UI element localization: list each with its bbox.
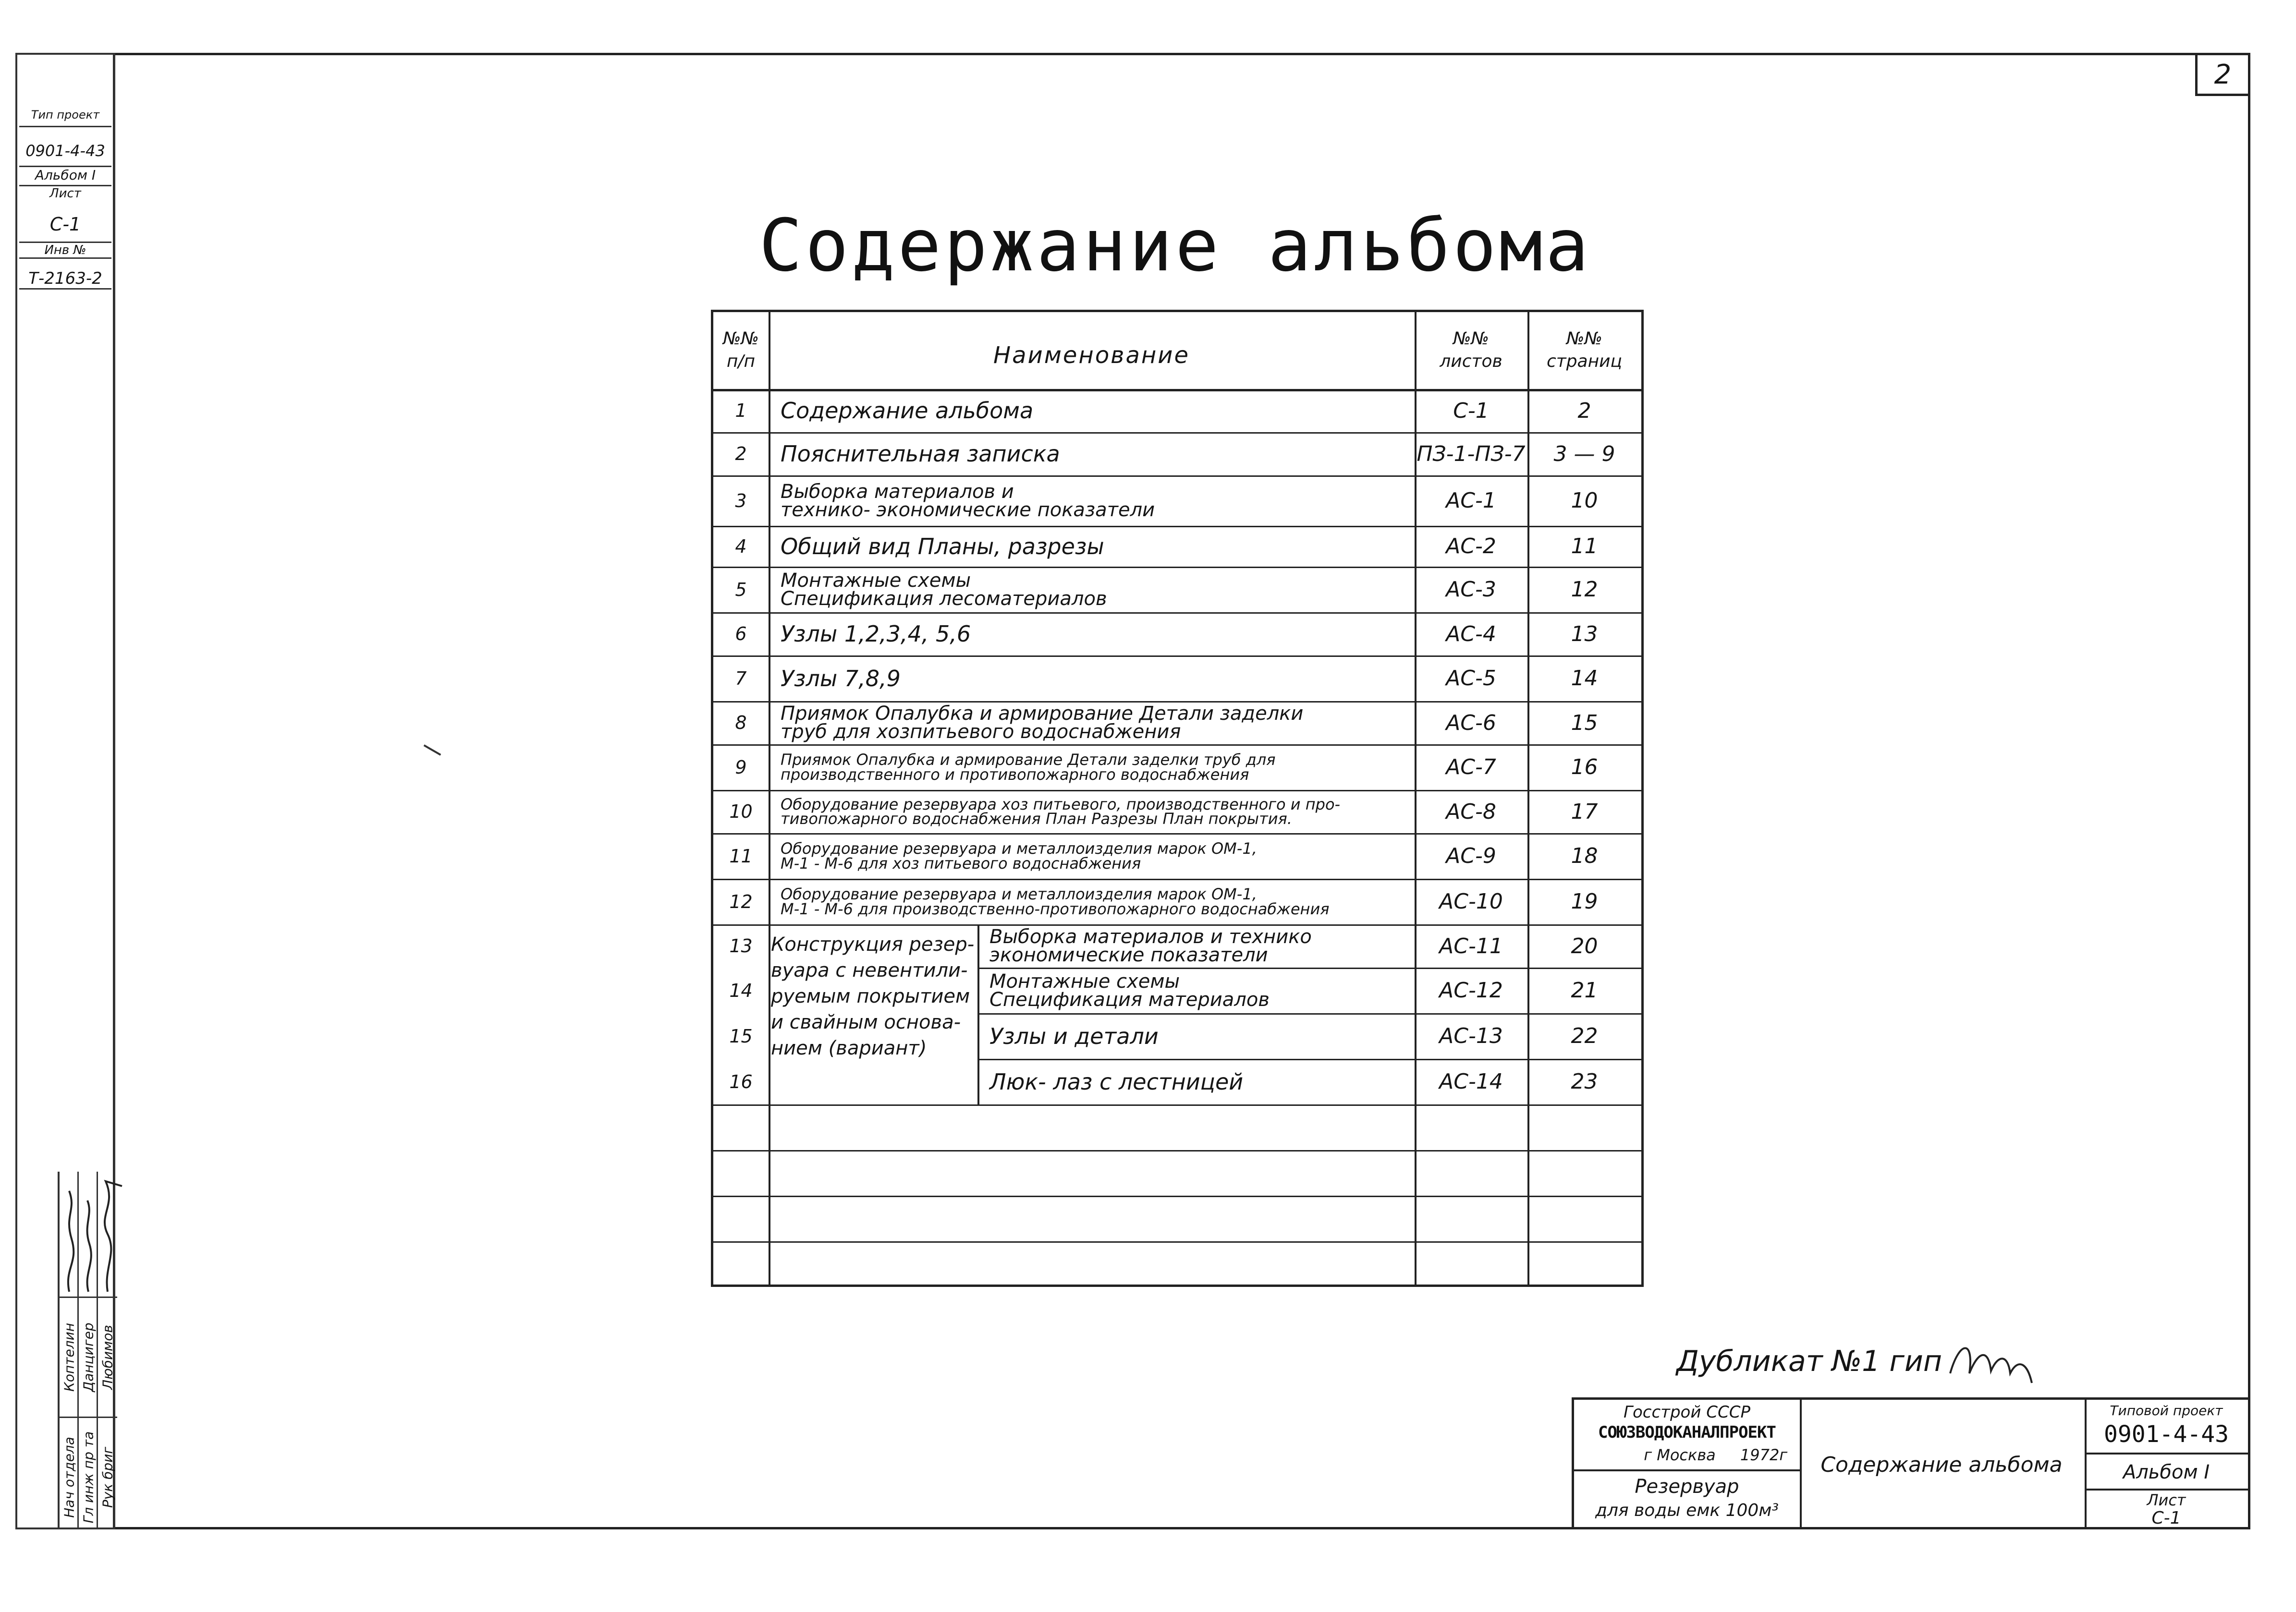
- row-page: 3 — 9: [1553, 441, 1615, 466]
- row-page: 11: [1571, 534, 1598, 558]
- left-stamp-album: Альбом I: [19, 166, 111, 183]
- row-separator: [713, 1150, 1641, 1151]
- row-page: 12: [1571, 577, 1598, 602]
- row-page: 15: [1571, 710, 1598, 735]
- row-sheet: С-1: [1453, 398, 1489, 423]
- title-block-sheet: С-1: [2151, 1508, 2181, 1528]
- row-number: 7: [735, 667, 747, 689]
- row-sheet: АС-3: [1446, 577, 1496, 602]
- left-stamp-label-inv: Инв №: [19, 242, 111, 259]
- row-number: 16: [729, 1071, 753, 1092]
- row-number: 6: [735, 623, 747, 644]
- contents-table: [711, 310, 1644, 1287]
- row-page: 16: [1571, 755, 1598, 779]
- row-sheet: АС-14: [1439, 1069, 1503, 1094]
- row-title: Выборка материалов и технико- экономические показатели: [781, 480, 1155, 521]
- row-number: 2: [735, 443, 747, 464]
- row-sheet: ПЗ-1-ПЗ-7: [1417, 441, 1526, 466]
- row-title: Узлы и детали: [989, 1023, 1159, 1049]
- duplicate-note-text: Дубликат №1 гип: [1676, 1345, 1942, 1378]
- row-page: 17: [1571, 799, 1598, 824]
- title-block-album: Альбом I: [2123, 1461, 2210, 1483]
- row-sheet: АС-1: [1446, 488, 1496, 513]
- row-title: Монтажные схемы Спецификация лесоматериалов: [781, 569, 1107, 610]
- signature-name-3: Любимов: [99, 1325, 116, 1390]
- sheet-number-box: [2195, 53, 2250, 96]
- row-sheet: АС-13: [1439, 1024, 1503, 1048]
- row-title: Общий вид Планы, разрезы: [781, 533, 1104, 559]
- title-block-label-project: Типовой проект: [2110, 1403, 2223, 1418]
- org-name-2: СОЮЗВОДОКАНАЛПРОЕКТ: [1598, 1423, 1776, 1442]
- row-title: Люк- лаз с лестницей: [989, 1068, 1244, 1095]
- row-page: 20: [1571, 933, 1598, 958]
- page-title: Содержание альбома: [759, 204, 1592, 288]
- row-sheet: АС-2: [1446, 534, 1496, 558]
- left-stamp-inv: Т-2163-2: [19, 269, 111, 290]
- row-number: 12: [729, 891, 753, 912]
- title-block-label-sheet: Лист: [2147, 1491, 2186, 1509]
- row-number: 11: [729, 845, 753, 867]
- duplicate-note: [1676, 1345, 2051, 1378]
- row-sheet: АС-11: [1439, 933, 1503, 958]
- gip-signature: [1945, 1335, 2041, 1393]
- row-sheet: АС-8: [1446, 799, 1496, 824]
- row-number: 3: [735, 490, 747, 511]
- row-sheet: АС-10: [1439, 889, 1503, 914]
- row-number: 14: [729, 980, 753, 1001]
- left-stamp-sheet: С-1: [49, 214, 81, 235]
- title-block: [1572, 1397, 2250, 1529]
- row-page: 13: [1571, 621, 1598, 646]
- row-sheet: АС-7: [1446, 755, 1496, 779]
- row-page: 19: [1571, 889, 1598, 914]
- left-stamp: [17, 108, 113, 300]
- row-title: Оборудование резервуара и металлоизделия марок ОМ-1, М-1 - М-6 для производственно-противопожарного водоснабжения: [781, 885, 1330, 918]
- row-page: 21: [1571, 978, 1598, 1003]
- row-title: Оборудование резервуара и металлоизделия марок ОМ-1, М-1 - М-6 для хоз питьевого водоснабжения: [781, 839, 1257, 873]
- org-city: г Москва: [1644, 1446, 1716, 1464]
- org-year: 1972г: [1740, 1446, 1788, 1464]
- row-page: 2: [1577, 398, 1591, 423]
- left-stamp-label-sheet: Лист: [19, 185, 111, 201]
- header-sheets: №№ листов: [1440, 329, 1502, 371]
- row-page: 22: [1571, 1024, 1598, 1048]
- sheet-name: Содержание альбома: [1820, 1453, 2063, 1477]
- row-sheet: АС-4: [1446, 621, 1496, 646]
- row-separator: [713, 1241, 1641, 1243]
- row-title: Приямок Опалубка и армирование Детали заделки труб для производственного и противопожарного водоснабжения: [781, 751, 1276, 784]
- signature-role-3: Рук бриг: [99, 1446, 116, 1508]
- row-sheet: АС-5: [1446, 666, 1496, 691]
- row-title: Монтажные схемы Спецификация материалов: [989, 970, 1270, 1011]
- row-number: 1: [735, 400, 747, 421]
- org-name-1: Госстрой СССР: [1624, 1403, 1750, 1422]
- row-sheet: АС-9: [1446, 844, 1496, 868]
- group-label: Конструкция резер- вуара с невентили- руемым покрытием и свайным основа- нием (вариант): [771, 933, 975, 1059]
- header-name: Наименование: [993, 342, 1190, 369]
- row-number: 10: [729, 801, 753, 822]
- row-sheet: АС-6: [1446, 710, 1496, 735]
- row-title: Выборка материалов и технико экономические показатели: [989, 926, 1312, 966]
- row-page: 23: [1571, 1069, 1598, 1094]
- row-number: 13: [729, 935, 753, 957]
- row-page: 14: [1571, 666, 1598, 691]
- title-block-project-code: 0901-4-43: [2103, 1421, 2229, 1448]
- signature-name-1: Коптелин: [61, 1322, 77, 1392]
- sheet-number: 2: [2214, 59, 2232, 90]
- row-sheet: АС-12: [1439, 978, 1503, 1003]
- row-separator: [713, 1104, 1641, 1106]
- row-number: 4: [735, 535, 747, 557]
- row-number: 8: [735, 712, 747, 733]
- row-title: Пояснительная записка: [781, 441, 1060, 467]
- row-number: 15: [729, 1025, 753, 1047]
- row-title: Оборудование резервуара хоз питьевого, производственного и про- тивопожарного водоснабжения План Разрезы План покрытия.: [781, 795, 1341, 828]
- object-name-2: для воды емк 100м³: [1595, 1501, 1779, 1520]
- row-title: Приямок Опалубка и армирование Детали заделки труб для хозпитьевого водоснабжения: [781, 703, 1304, 743]
- object-name-1: Резервуар: [1635, 1476, 1739, 1498]
- row-separator: [713, 1196, 1641, 1197]
- signature-strip: [58, 1172, 115, 1529]
- handwritten-signatures: [60, 1172, 156, 1297]
- row-number: 5: [735, 579, 747, 600]
- row-page: 18: [1571, 844, 1598, 868]
- row-number: 9: [735, 756, 747, 778]
- row-title: Узлы 1,2,3,4, 5,6: [781, 621, 971, 647]
- header-pages: №№ страниц: [1546, 329, 1623, 371]
- signature-role-1: Нач отдела: [61, 1437, 77, 1518]
- signature-name-2: Данцигер: [80, 1322, 97, 1392]
- left-stamp-label-project: Тип проект: [19, 108, 111, 127]
- row-title: Содержание альбома: [781, 398, 1034, 424]
- row-page: 10: [1571, 488, 1598, 513]
- signature-role-2: Гл инж пр та: [80, 1431, 97, 1524]
- header-number: №№ п/п: [723, 329, 759, 371]
- left-stamp-project-code: 0901-4-43: [25, 142, 105, 160]
- row-title: Узлы 7,8,9: [781, 665, 901, 691]
